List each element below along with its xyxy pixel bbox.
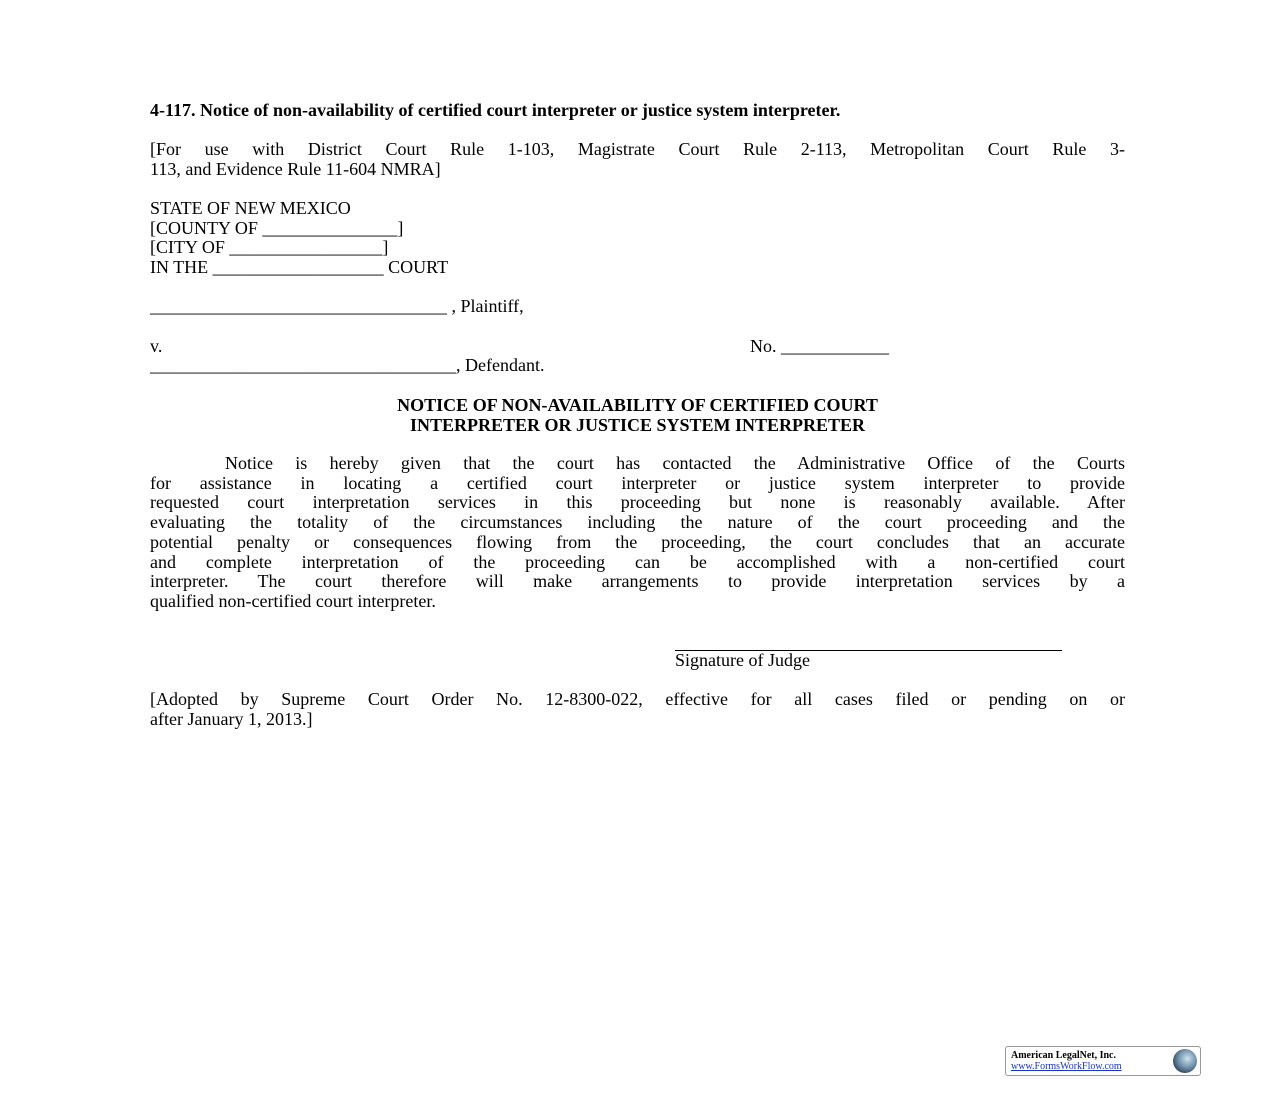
caption-court: IN THE ___________________ COURT	[150, 257, 449, 277]
adopted-note-line: [Adopted by Supreme Court Order No. 12-8300-022, effective for all cases filed or pending on or	[150, 689, 1125, 709]
notice-body	[0, 453, 1125, 612]
body-line: qualified non-certified court interpreter.	[150, 590, 436, 611]
body-line: requested court interpretation services in this proceeding but none is reasonably available. After	[150, 492, 1125, 513]
body-line: evaluating the totality of the circumstances including the nature of the court proceeding and the	[150, 512, 1125, 533]
signature-label: Signature of Judge	[675, 650, 810, 670]
caption-versus: v.	[150, 336, 163, 356]
body-line: and complete interpretation of the proceeding can be accomplished with a non-certified court	[150, 551, 1125, 572]
footer-logo[interactable]	[1005, 1046, 1201, 1076]
body-line: interpreter. The court therefore will make arrangements to provide interpretation services by a	[150, 571, 1125, 592]
usage-note-line: 113, and Evidence Rule 11-604 NMRA]	[150, 159, 441, 179]
case-number: No. ____________	[750, 336, 889, 356]
body-line: potential penalty or consequences flowing from the proceeding, the court concludes that an accurate	[150, 531, 1125, 552]
notice-heading-line: NOTICE OF NON-AVAILABILITY OF CERTIFIED COURT	[397, 395, 878, 415]
notice-heading-line: INTERPRETER OR JUSTICE SYSTEM INTERPRETER	[409, 415, 866, 435]
logo-url-link[interactable]: www.FormsWorkFlow.com	[1011, 1061, 1122, 1072]
caption-county: [COUNTY OF _______________]	[150, 218, 404, 238]
globe-icon	[1173, 1049, 1197, 1073]
adopted-note-line: after January 1, 2013.]	[150, 709, 313, 729]
usage-note-line: [For use with District Court Rule 1-103, Magistrate Court Rule 2-113, Metropolitan Court Rule 3-	[150, 139, 1125, 159]
caption-defendant: __________________________________, Defendant.	[150, 355, 545, 375]
caption-state: STATE OF NEW MEXICO	[150, 198, 351, 218]
logo-company-name: American LegalNet, Inc.	[1011, 1050, 1116, 1061]
form-title: 4-117. Notice of non-availability of certified court interpreter or justice system interpreter.	[150, 100, 841, 120]
caption-city: [CITY OF _________________]	[150, 237, 389, 257]
body-line: Notice is hereby given that the court has contacted the Administrative Office of the Courts	[225, 453, 1125, 473]
caption-plaintiff: _________________________________ , Plaintiff,	[150, 296, 524, 316]
body-line: for assistance in locating a certified court interpreter or justice system interpreter to provide	[150, 472, 1125, 493]
